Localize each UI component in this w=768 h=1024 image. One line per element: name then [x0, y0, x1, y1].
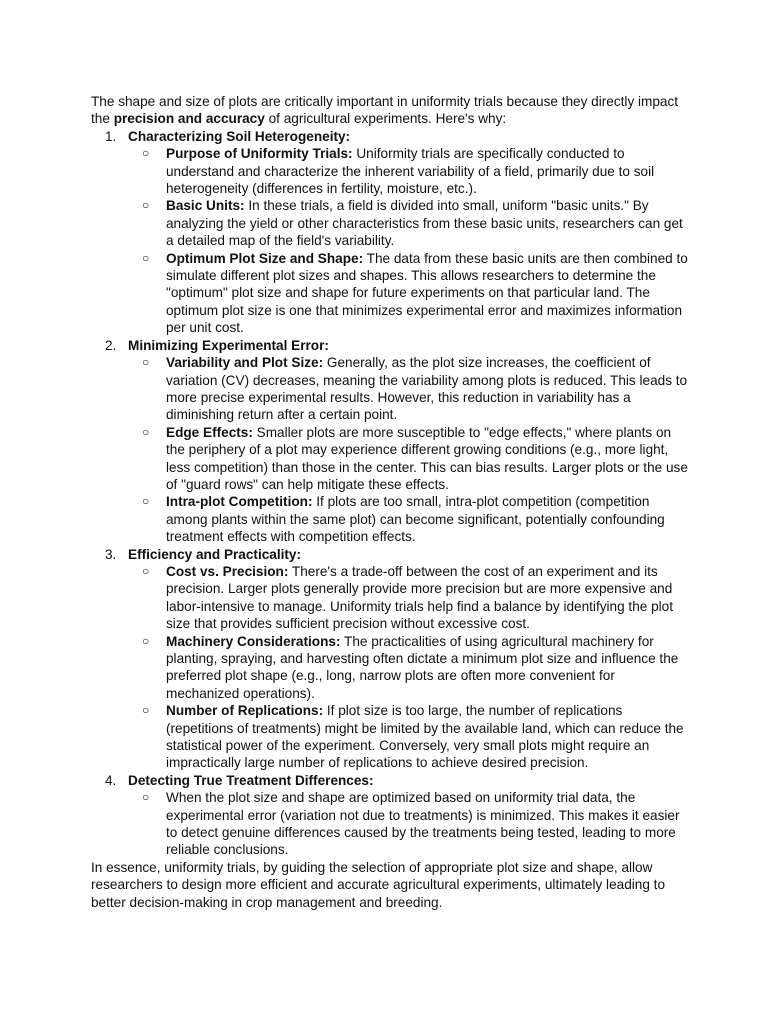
list-item	[142, 250, 691, 337]
list-section	[91, 546, 691, 772]
list-item	[142, 789, 691, 859]
hollow-circle-bullet-icon: ○	[142, 563, 150, 578]
section-number: 2.	[105, 337, 117, 353]
item-lead: Number of Replications:	[166, 703, 324, 719]
section-number: 3.	[105, 546, 117, 562]
list-item	[142, 493, 691, 545]
list-item	[142, 354, 691, 424]
section-number: 4.	[105, 772, 117, 788]
intro-text-end: of agricultural experiments. Here's why:	[264, 111, 507, 127]
bullet-list	[128, 563, 691, 772]
intro-emphasis: precision and accuracy	[113, 111, 265, 127]
hollow-circle-bullet-icon: ○	[142, 250, 150, 265]
item-text: If plot size is too large, the number of replications (repetitions of treatments) might be limited by the available land, which can reduce the statistical power of the experiment. Conversely, very small plots might require an impractically large number of replications to achieve desired precision.	[166, 703, 684, 771]
list-section	[91, 128, 691, 337]
hollow-circle-bullet-icon: ○	[142, 146, 150, 161]
list-item	[142, 563, 691, 633]
list-item	[142, 145, 691, 197]
list-section	[91, 337, 691, 546]
list-item	[142, 702, 691, 772]
item-text: Generally, as the plot size increases, the coefficient of variation (CV) decreases, meaning the variability among plots is reduced. This leads to more precise experimental results. However, this reduction in variability has a diminishing return after a certain point.	[166, 355, 688, 423]
item-lead: Variability and Plot Size:	[166, 355, 324, 371]
item-lead: Basic Units:	[166, 198, 245, 214]
item-lead: Edge Effects:	[166, 424, 253, 440]
item-lead: Purpose of Uniformity Trials:	[166, 146, 353, 162]
list-item	[142, 197, 691, 249]
item-text: In these trials, a field is divided into small, uniform "basic units." By analyzing the yield or other characteristics from these basic units, researchers can get a detailed map of the field's variability.	[166, 198, 683, 249]
bullet-list	[128, 354, 691, 545]
item-lead: Intra-plot Competition:	[166, 494, 313, 510]
section-title: Characterizing Soil Heterogeneity:	[128, 128, 351, 144]
item-text: Uniformity trials are specifically conducted to understand and characterize the inherent variability of a field, primarily due to soil heterogeneity (differences in fertility, moisture, etc.).	[166, 146, 655, 197]
hollow-circle-bullet-icon: ○	[142, 703, 150, 718]
item-text: There's a trade-off between the cost of an experiment and its precision. Larger plots generally provide more precision but are more expensive and labor-intensive to manage. Uniformity trials help find a balance by identifying the plot size that provides sufficient precision without excessive cost.	[166, 563, 674, 632]
hollow-circle-bullet-icon: ○	[142, 424, 150, 439]
section-title: Minimizing Experimental Error:	[128, 337, 329, 353]
item-text: The data from these basic units are then combined to simulate different plot sizes and shapes. This allows researchers to determine the "optimum" plot size and shape for future experiments on that particular land. The optimum plot size is one that minimizes experimental error and maximizes information per unit cost.	[166, 250, 688, 336]
hollow-circle-bullet-icon: ○	[142, 494, 150, 509]
bullet-list	[128, 145, 691, 336]
item-lead: Optimum Plot Size and Shape:	[166, 250, 364, 266]
section-number: 1.	[105, 128, 117, 144]
item-lead: Cost vs. Precision:	[166, 563, 289, 579]
bullet-list	[128, 789, 691, 859]
section-title: Detecting True Treatment Differences:	[128, 772, 374, 788]
hollow-circle-bullet-icon: ○	[142, 633, 150, 648]
item-text: If plots are too small, intra-plot competition (competition among plants within the same plot) can become significant, potentially confounding treatment effects with competition effects.	[166, 494, 665, 545]
conclusion-paragraph: In essence, uniformity trials, by guiding the selection of appropriate plot size and shape, allow researchers to design more efficient and accurate agricultural experiments, ultimately leading to better decision-making in crop management and breeding.	[91, 859, 666, 910]
item-text: The practicalities of using agricultural machinery for planting, spraying, and harvesting often dictate a minimum plot size and influence the preferred plot shape (e.g., long, narrow plots are often more convenient for mechanized operations).	[166, 633, 679, 701]
hollow-circle-bullet-icon: ○	[142, 198, 150, 213]
item-text: When the plot size and shape are optimized based on uniformity trial data, the experimental error (variation not due to treatments) is minimized. This makes it easier to detect genuine differences caused by the treatments being tested, leading to more reliable conclusions.	[166, 790, 680, 858]
list-item	[142, 633, 691, 703]
hollow-circle-bullet-icon: ○	[142, 790, 150, 805]
list-section	[91, 772, 691, 859]
item-lead: Machinery Considerations:	[166, 633, 341, 649]
item-text: Smaller plots are more susceptible to "edge effects," where plants on the periphery of a plot may experience different growing conditions (e.g., more light, less competition) than those in the center. This can bias results. Larger plots or the use of "guard rows" can help mitigate these effects.	[166, 424, 688, 492]
section-title: Efficiency and Practicality:	[128, 546, 302, 562]
document-body	[91, 93, 691, 911]
numbered-list	[91, 128, 691, 859]
hollow-circle-bullet-icon: ○	[142, 355, 150, 370]
intro-text-start: The shape and size of plots are critically important in uniformity trials because they directly impact the	[91, 94, 679, 127]
intro-paragraph	[91, 93, 691, 128]
list-item	[142, 424, 691, 494]
